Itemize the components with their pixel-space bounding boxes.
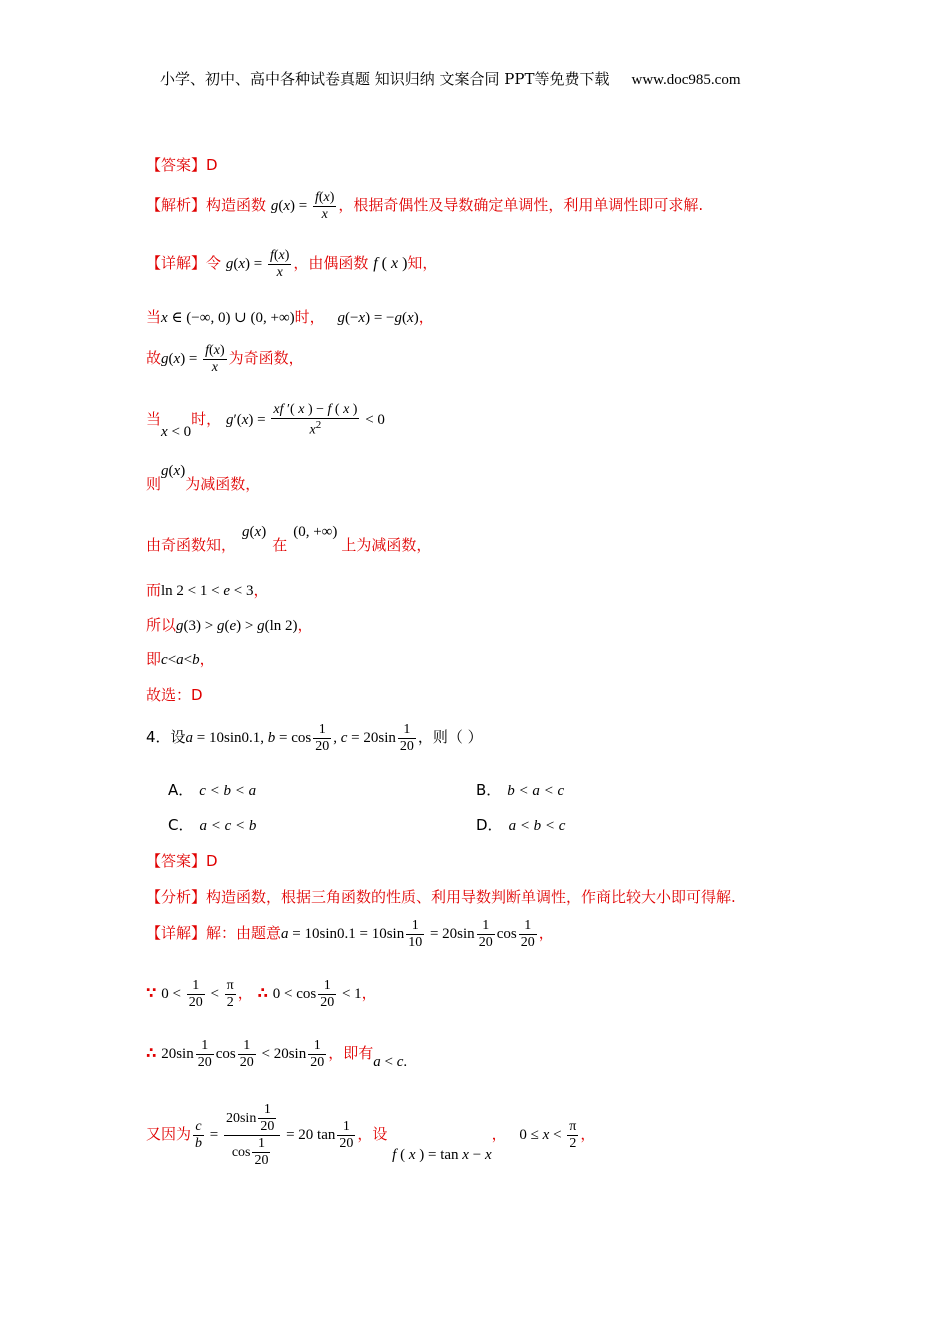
q3-detail-7: 而ln 2 < 1 < e < 3， (146, 581, 269, 599)
q3-detail-2: 当x ∈ (−∞, 0) ∪ (0, +∞)时， g(−x) = −g(x)， (146, 308, 434, 326)
q4-analysis: 【分析】构造函数，根据三角函数的性质、利用导数判断单调性，作商比较大小即可得解. (146, 888, 736, 906)
q3-conclusion: 故选：D (146, 686, 203, 704)
q4-detail-3: ∴ 20sin $\frac{1}{20}$ cos $\frac{1}{20}$ < 20sin $\frac{1}{20}$ ，即有a < c. (146, 1038, 408, 1071)
q3-detail-5: 则g(x)为减函数， (146, 463, 261, 493)
q4-stem: 4．设a = 10sin0.1, b = cos $\frac{1}{20}$ , c = 20sin $\frac{1}{20}$ ，则（ ） (146, 722, 483, 755)
q3-analysis: 【解析】构造函数 g(x) = $\frac{f(x)}{x}$ ，根据奇偶性及导数确定单调性，利用单调性即可求解. (146, 190, 704, 223)
q3-detail-3: 故g(x) = $\frac{f(x)}{x}$ 为奇函数， (146, 343, 304, 376)
q4-detail-4: 又因为 $\frac{c}{b}$ = 20sin $\frac{1}{20}$ cos $\frac{1}{20}$ = 20 tan $\frac{1}{20}$ ，设 f ( x ) = tan x − x， 0 ≤ x < $\frac{\pi}{2}$ ， (146, 1102, 596, 1169)
q4-answer: 【答案】D (146, 852, 218, 870)
q4-detail-1: 【详解】解：由题意a = 10sin0.1 = 10sin $\frac{1}{10}$ = 20sin $\frac{1}{20}$ cos $\frac{1}{20}$ ， (146, 918, 554, 951)
q3-answer: 【答案】D (146, 156, 218, 174)
q3-detail-4: 当x < 0时， g′(x) = $\frac{xf '( x ) - f ( x )}{x^2}$ < 0 (146, 402, 385, 440)
header-site: www.doc985.com (631, 72, 741, 88)
option-a[interactable]: A． c < b < a (168, 781, 257, 799)
option-d[interactable]: D． a < b < c (476, 816, 566, 834)
page-header (160, 68, 741, 89)
option-c[interactable]: C． a < c < b (168, 816, 257, 834)
option-b[interactable]: B． b < a < c (476, 781, 565, 799)
q3-detail-6: 由奇函数知，g(x)在(0, +∞)上为减函数， (146, 524, 432, 554)
q3-detail-8: 所以g(3) > g(e) > g(ln 2)， (146, 616, 313, 634)
q4-detail-2: ∵ 0 < $\frac{1}{20}$ < $\frac{\pi}{2}$ ， ∴ 0 < cos $\frac{1}{20}$ < 1， (146, 978, 377, 1011)
q3-detail-1: 【详解】令 g(x) = $\frac{f(x)}{x}$ ，由偶函数 f ( x )知， (146, 248, 438, 281)
q3-detail-9: 即c<a<b， (146, 650, 215, 668)
header-title: 小学、初中、高中各种试卷真题 知识归纳 文案合同 PPT等免费下载 (160, 70, 610, 88)
